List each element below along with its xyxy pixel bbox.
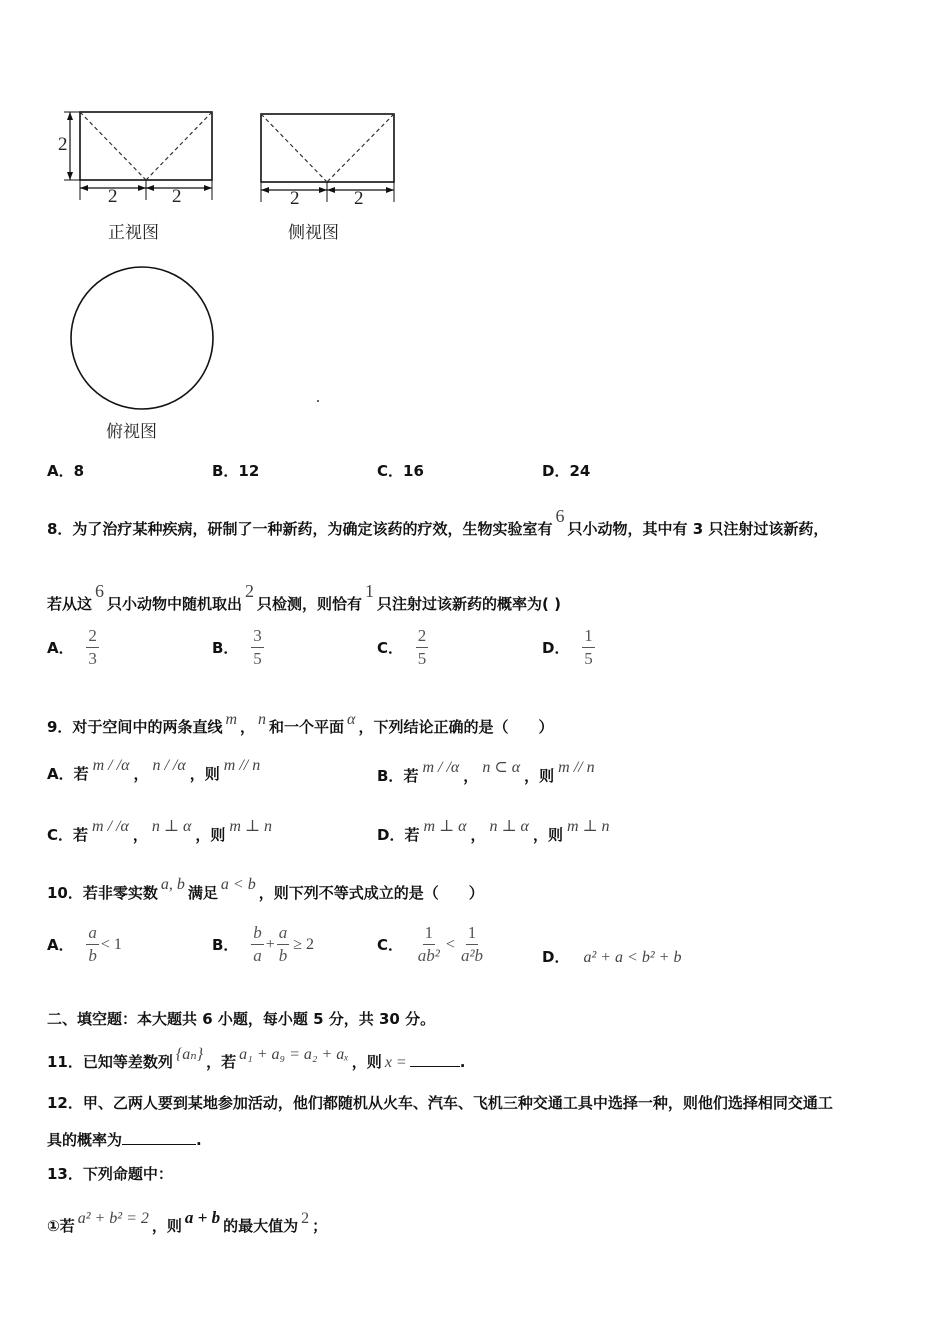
- q11: 11．已知等差数列 {aₙ} ，若 a₁ + a₉ = a₂ + aₓ ，则 x = .: [47, 1046, 466, 1071]
- q9-plane-alpha: α: [347, 711, 356, 728]
- q8-stem-line1: [47, 506, 828, 539]
- q9-option-d: D．若 m ⊥ α ， n ⊥ α ，则 m ⊥ n: [377, 818, 610, 844]
- q8-option-c-fraction: $\frac{2}{5}$: [417, 626, 427, 668]
- q10-stem: 10．若非零实数 a, b 满足 a < b ，则下列不等式成立的是（ ）: [47, 876, 484, 902]
- section2-heading: 二、填空题：本大题共 6 小题，每小题 5 分，共 30 分。: [47, 1010, 436, 1028]
- q13-item1-expr: a + b: [184, 1208, 221, 1227]
- q9-option-c: C．若 m / /α ， n ⊥ α ，则 m ⊥ n: [47, 818, 272, 844]
- q12-answer-blank[interactable]: [122, 1130, 196, 1145]
- q9-option-a: A．若 m / /α ， n / /α ，则 m // n: [47, 757, 261, 783]
- top-view-label: 俯视图: [106, 422, 157, 442]
- q8-stem-line2: [47, 581, 561, 614]
- q12-line2: 具的概率为 .: [47, 1131, 202, 1149]
- q8-option-a-fraction: $\frac{2}{3}$: [88, 626, 97, 668]
- q8-text-f: 只检测，则恰有: [257, 595, 363, 613]
- q11-equation: a₁ + a₉ = a₂ + aₓ: [239, 1046, 349, 1063]
- q9-line-n: n: [258, 711, 267, 728]
- q11-sequence: {aₙ}: [175, 1046, 204, 1063]
- q10-option-d: D． a² + a < b² + b: [542, 948, 682, 966]
- q12-line1: 12．甲、乙两人要到某地参加活动，他们都随机从火车、汽车、飞机三种交通工具中选择一种，则他们选择相同交通工: [47, 1094, 833, 1112]
- q13-stem: 13．下列命题中：: [47, 1165, 173, 1183]
- q8-n-take: 2: [245, 581, 255, 601]
- q8-text-d: 若从这: [47, 595, 93, 613]
- q8-text-b: 只小动物，其中有: [567, 520, 688, 538]
- front-view-label: 正视图: [108, 223, 159, 243]
- q8-three: 3: [692, 520, 704, 538]
- q9-option-b: B．若 m / /α ， n ⊂ α ，则 m // n: [377, 759, 595, 785]
- q8-option-b-fraction: $\frac{3}{5}$: [253, 626, 262, 668]
- q8-option-d: D． $\frac{1}{5}$: [542, 626, 593, 668]
- q8-n-animals-2: 6: [95, 581, 105, 601]
- q7-option-c: C．16: [377, 462, 424, 480]
- q8-n-one: 1: [365, 581, 375, 601]
- front-view-width-label-left: 2: [108, 186, 118, 207]
- side-view-width-label-right: 2: [354, 188, 364, 209]
- top-view-diagram: [68, 264, 216, 412]
- q8-option-c: C． $\frac{2}{5}$: [377, 626, 427, 668]
- q8-option-d-fraction: $\frac{1}{5}$: [584, 626, 593, 668]
- q8-text-a: 8．为了治疗某种疾病，研制了一种新药，为确定该药的疗效，生物实验室有: [47, 520, 553, 538]
- q8-text-c: 只注射过该新药，: [708, 520, 829, 538]
- q11-answer-blank[interactable]: [410, 1052, 460, 1067]
- q10-option-a: A． $\frac{a}{b}$ < 1: [47, 923, 122, 965]
- q13-item1-condition: a² + b² = 2: [77, 1210, 149, 1227]
- q8-option-a: A． $\frac{2}{3}$: [47, 626, 97, 668]
- q9-line-m: m: [225, 711, 238, 728]
- q10-cond: a < b: [220, 876, 256, 893]
- front-view-height-label: 2: [58, 134, 68, 155]
- three-view-figure: [50, 100, 410, 440]
- q10-option-b: B． $\frac{b}{a}$ + $\frac{a}{b}$ ≥ 2: [212, 923, 315, 965]
- q8-text-g: 只注射过该新药的概率为( ): [377, 595, 561, 613]
- q7-option-b: B．12: [212, 462, 260, 480]
- side-view-diagram: [250, 100, 410, 215]
- q8-text-e: 只小动物中随机取出: [107, 595, 243, 613]
- q8-n-animals: 6: [555, 506, 565, 526]
- q7-option-d: D．24: [542, 462, 591, 480]
- q10-option-c: C． $\frac{1}{\text{ab²}}$ < $\frac{1}{\text{a²b}}$: [377, 923, 484, 965]
- side-view-label: 侧视图: [288, 223, 339, 243]
- q10-ab: a, b: [160, 876, 185, 893]
- q7-option-a: A．8: [47, 462, 85, 480]
- front-view-diagram: [50, 100, 230, 215]
- front-view-width-label-right: 2: [172, 186, 182, 207]
- stray-dot: [317, 400, 319, 402]
- side-view-width-label-left: 2: [290, 188, 300, 209]
- q8-option-b: B． $\frac{3}{5}$: [212, 626, 262, 668]
- q9-stem: 9．对于空间中的两条直线 m ， n 和一个平面 α ，下列结论正确的是（ ）: [47, 711, 554, 736]
- q13-item1: ①若 a² + b² = 2 ，则 a + b 的最大值为 2 ；: [47, 1208, 328, 1235]
